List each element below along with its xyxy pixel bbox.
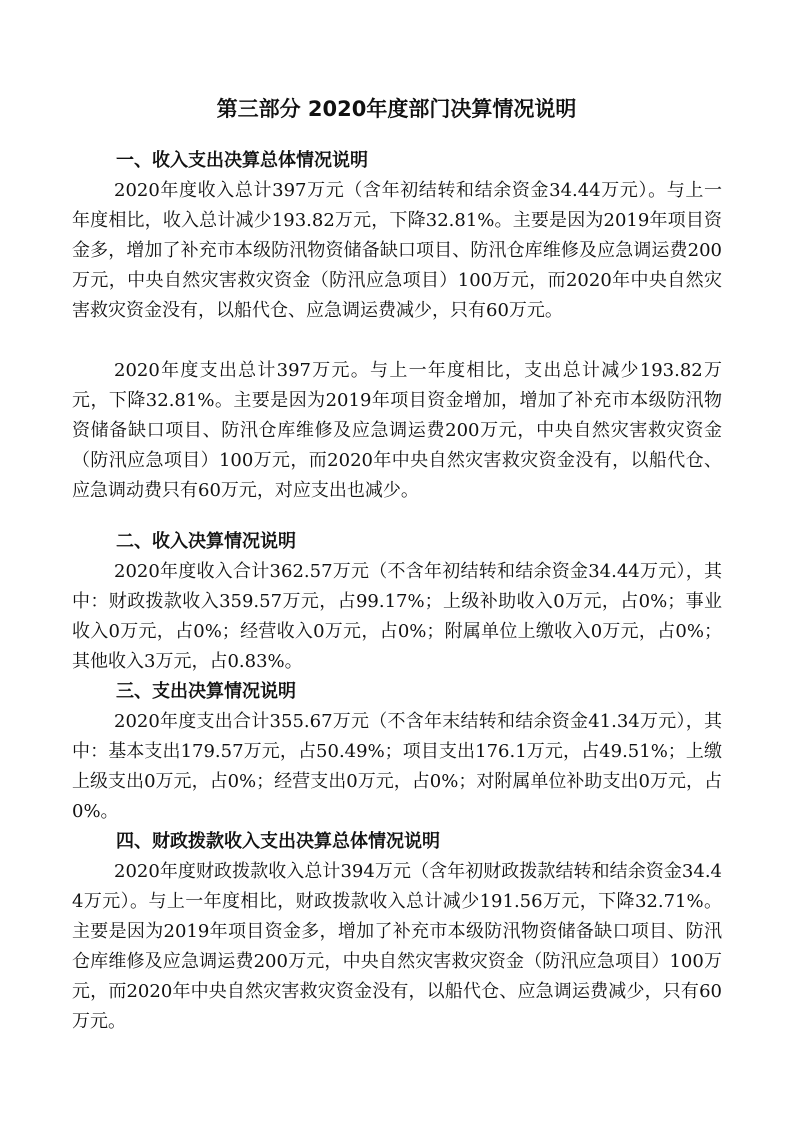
section-4-paragraph-1: 2020年度财政拨款收入总计394万元（含年初财政拨款结转和结余资金34.44万元）。与上一年度相比，财政拨款收入总计减少191.56万元，下降32.71%。主要是因为2019年项目资金多，增加了补充市本级防汛物资储备缺口项目、防汛仓库维修及应急调运费200万元，中央自然灾害救灾资金（防汛应急项目）100万元，而2020年中央自然灾害救灾资金没有，以船代仓、应急调运费减少，只有60万元。: [72, 861, 722, 1032]
section-1-paragraph-2: 2020年度支出总计397万元。与上一年度相比，支出总计减少193.82万元，下降32.81%。主要是因为2019年项目资金增加，增加了补充市本级防汛物资储备缺口项目、防汛仓库维修及应急调运费200万元，中央自然灾害救灾资金（防汛应急项目）100万元，而2020年中央自然灾害救灾资金没有，以船代仓、应急调动费只有60万元，对应支出也减少。: [72, 360, 722, 501]
section-4-heading: 四、财政拨款收入支出决算总体情况说明: [116, 831, 440, 852]
section-2-paragraph-1: 2020年度收入合计362.57万元（不含年初结转和结余资金34.44万元），其中：财政拨款收入359.57万元，占99.17%；上级补助收入0万元，占0%；事业收入0万元，占0%；经营收入0万元，占0%；附属单位上缴收入0万元，占0%；其他收入3万元，占0.83%。: [72, 561, 722, 672]
page-title: 第三部分 2020年度部门决算情况说明: [216, 97, 577, 121]
section-3-paragraph-1: 2020年度支出合计355.67万元（不含年末结转和结余资金41.34万元），其中：基本支出179.57万元，占50.49%；项目支出176.1万元，占49.51%；上缴上级支出0万元，占0%；经营支出0万元，占0%；对附属单位补助支出0万元，占0%。: [72, 711, 722, 822]
section-1-heading: 一、收入支出决算总体情况说明: [116, 150, 368, 171]
section-3-heading: 三、支出决算情况说明: [116, 681, 296, 702]
section-2-heading: 二、收入决算情况说明: [116, 531, 296, 552]
section-1-paragraph-1: 2020年度收入总计397万元（含年初结转和结余资金34.44万元）。与上一年度相比，收入总计减少193.82万元，下降32.81%。主要是因为2019年项目资金多，增加了补充市本级防汛物资储备缺口项目、防汛仓库维修及应急调运费200万元，中央自然灾害救灾资金（防汛应急项目）100万元，而2020年中央自然灾害救灾资金没有，以船代仓、应急调运费减少，只有60万元。: [72, 180, 722, 321]
